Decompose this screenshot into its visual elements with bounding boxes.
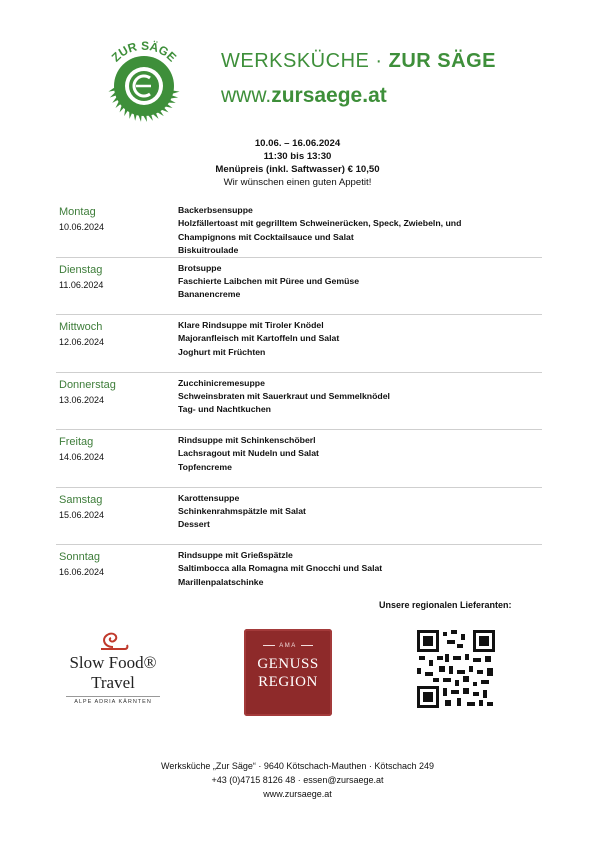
saw-tooth [143, 115, 147, 122]
dish: Karottensuppe [178, 492, 240, 503]
dish-list [178, 549, 538, 589]
dish: Bananencreme [178, 289, 241, 300]
dish: Brotsuppe [178, 262, 222, 273]
day-date: 12.06.2024 [59, 337, 105, 347]
footer-website[interactable]: www.zursaege.at [263, 789, 332, 799]
footer-address: Werksküche „Zur Säge“ · 9640 Kötschach-Mauthen · Kötschach 249 [161, 761, 434, 771]
greeting: Wir wünschen einen guten Appetit! [223, 177, 372, 188]
company-logo [96, 38, 192, 124]
dish: Marillenpalatschinke [178, 576, 264, 587]
day-row-sunday [56, 545, 542, 602]
day-name: Dienstag [59, 263, 103, 276]
footer [0, 759, 595, 801]
menu-intro [0, 137, 595, 189]
menu-price: Menüpreis (inkl. Saftwasser) € 10,50 [215, 164, 380, 175]
suppliers-heading: Unsere regionalen Lieferanten: [379, 600, 512, 610]
day-name: Donnerstag [59, 378, 116, 391]
brand-title-light: WERKSKÜCHE · [221, 50, 383, 72]
saw-tooth [108, 87, 115, 92]
saw-tooth [152, 113, 158, 119]
dish: Tag- und Nachtkuchen [178, 404, 271, 415]
saw-tooth [172, 91, 180, 94]
dish-list [178, 492, 538, 532]
footer-contact[interactable]: +43 (0)4715 8126 48 · essen@zursaege.at [211, 775, 384, 785]
day-name: Freitag [59, 436, 94, 448]
slow-food-travel-logo [63, 625, 163, 713]
dish: Faschierte Laibchen mit Püree und Gemüse [178, 275, 360, 286]
qr-code[interactable] [417, 630, 495, 708]
brand-url-prefix: www. [221, 84, 272, 107]
dish: Holzfällertoast mit gegrilltem Schweinerücken, Speck, Zwiebeln, und [178, 218, 462, 229]
day-name: Samstag [59, 493, 103, 506]
ama-genuss-region-logo [244, 629, 332, 716]
day-date: 15.06.2024 [59, 509, 105, 520]
day-date: 11.06.2024 [59, 279, 104, 290]
brand-title-bold: ZUR SÄGE [388, 50, 496, 72]
dish: Schinkenrahmspätzle mit Salat [178, 505, 306, 516]
region-text: REGION [258, 674, 318, 690]
weekly-menu [56, 200, 542, 602]
snail-icon [93, 625, 133, 655]
day-row-wednesday [56, 315, 542, 373]
dish: Biskuitroulade [178, 245, 239, 256]
qr-code-icon [417, 630, 495, 708]
day-date: 16.06.2024 [59, 567, 105, 577]
dish: Lachsragout mit Nudeln und Salat [178, 448, 319, 459]
travel-text: Travel [91, 673, 135, 692]
genuss-text: GENUSS [257, 656, 319, 672]
logo-text: ZUR SÄGE [108, 38, 180, 65]
saw-tooth [170, 95, 178, 98]
day-row-monday [56, 200, 542, 258]
day-name: Mittwoch [59, 321, 103, 333]
dish-list [178, 319, 538, 359]
dish-list [178, 377, 538, 417]
saw-tooth [148, 114, 153, 121]
ama-label: AMA [244, 643, 332, 649]
dish: Rindsuppe mit Grießspätzle [178, 550, 293, 560]
day-row-thursday [56, 373, 542, 431]
dish: Backerbsensuppe [178, 205, 253, 215]
dish: Schweinsbraten mit Sauerkraut und Semmelknödel [178, 390, 390, 401]
dish: Dessert [178, 519, 210, 530]
dish-list [178, 204, 538, 258]
day-date: 10.06.2024 [59, 222, 105, 232]
slow-food-text: Slow Food® [69, 653, 157, 672]
day-name: Montag [59, 206, 96, 218]
dish: Rindsuppe mit Schinkenschöberl [178, 435, 316, 445]
saw-tooth [110, 92, 117, 98]
dish: Saltimbocca alla Romagna mit Gnocchi und Salat [178, 563, 383, 574]
dish: Champignons mit Cocktailsauce und Salat [178, 231, 354, 242]
brand-title [221, 50, 496, 73]
dish: Klare Rindsuppe mit Tiroler Knödel [178, 320, 324, 330]
dish: Majoranfleisch mit Kartoffeln und Salat [178, 333, 340, 344]
dish-list [178, 262, 538, 302]
day-name: Sonntag [59, 551, 100, 563]
saw-tooth [134, 113, 137, 121]
alpe-adria-text: ALPE ADRIA KÄRNTEN [66, 696, 160, 705]
brand-url-domain: zursaege.at [271, 84, 387, 107]
serving-time: 11:30 bis 13:30 [263, 151, 332, 162]
day-row-saturday [56, 488, 542, 546]
day-date: 14.06.2024 [59, 452, 105, 462]
day-row-friday [56, 430, 542, 488]
day-row-tuesday [56, 258, 542, 316]
saw-tooth [138, 114, 141, 121]
dish: Joghurt mit Früchten [178, 346, 266, 357]
dish: Topfencreme [178, 461, 232, 472]
date-range: 10.06. – 16.06.2024 [254, 138, 341, 149]
dish-list [178, 434, 538, 474]
dish: Zucchinicremesuppe [178, 377, 265, 388]
saw-blade-logo-icon [96, 38, 192, 124]
brand-url[interactable] [221, 84, 387, 108]
day-date: 13.06.2024 [59, 394, 105, 405]
